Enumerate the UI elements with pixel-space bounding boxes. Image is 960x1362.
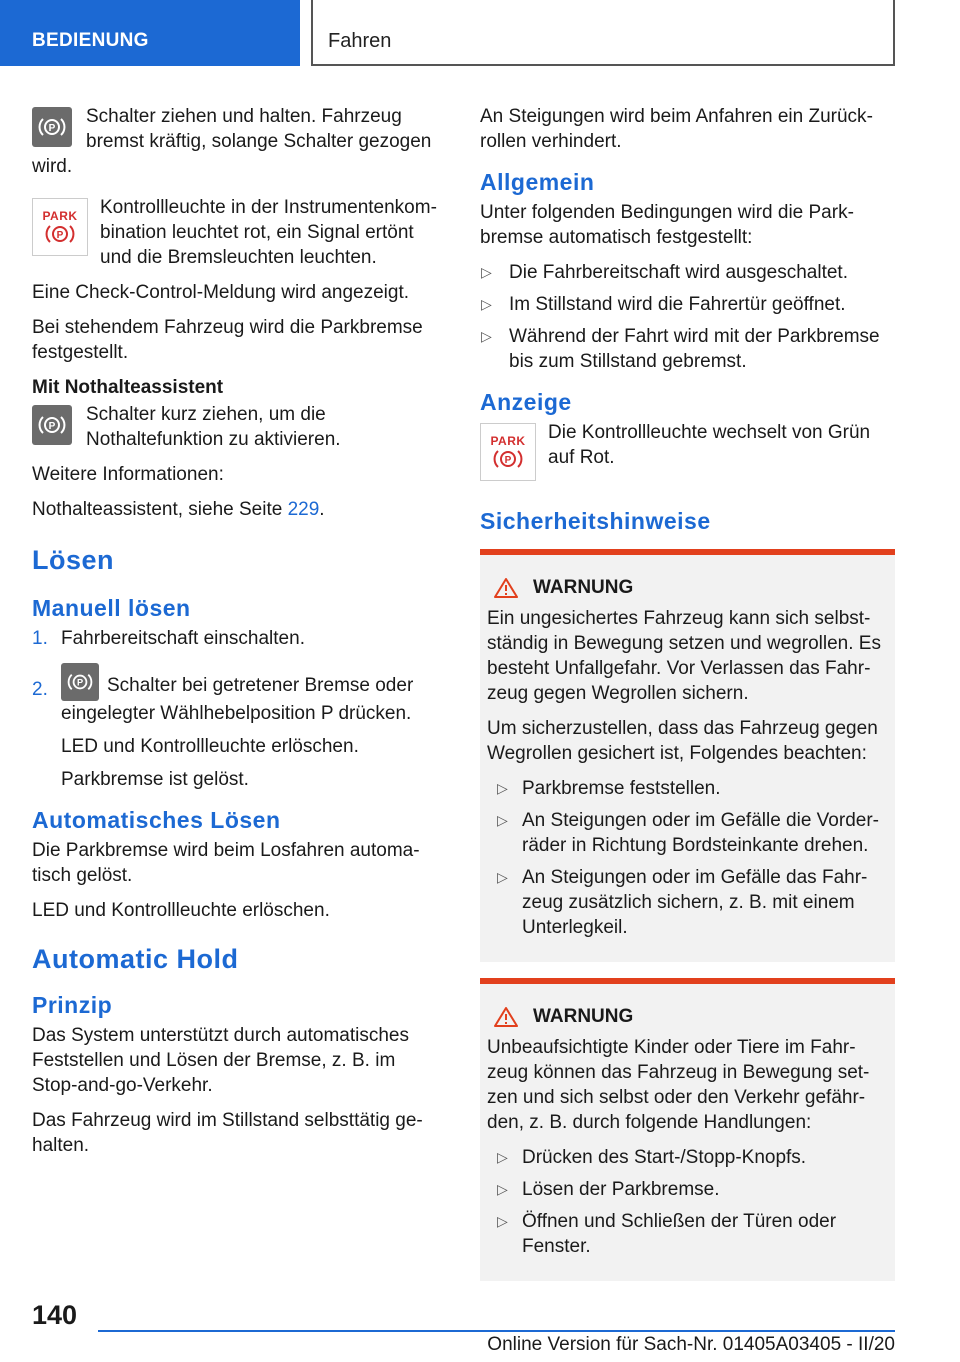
warning-title: WARNUNG	[487, 1004, 888, 1029]
pull-switch-text: Schalter ziehen und halten. Fahrzeug bremst kräftig, solange Schalter gezogen wird.	[32, 106, 432, 177]
warning-box	[480, 549, 895, 962]
section-title: BEDIENUNG	[0, 0, 300, 66]
warning-list	[487, 776, 888, 940]
list-item: ▷ Die Fahrbereitschaft wird ausgeschaltet.	[481, 262, 848, 283]
park-warning-icon: PARK P	[32, 198, 88, 256]
page-reference-link[interactable]: 229	[287, 499, 320, 520]
list-item: ▷ Drücken des Start-/Stopp-Knopfs.	[497, 1147, 807, 1168]
bullet-icon: ▷	[497, 1181, 508, 1197]
allgemein-heading: Allgemein	[480, 169, 595, 195]
steps-list	[32, 626, 442, 792]
svg-text:P: P	[76, 677, 84, 688]
left-column	[32, 104, 442, 1168]
warning-title: WARNUNG	[487, 575, 888, 600]
nothalte-paragraph	[32, 402, 442, 452]
bullet-icon: ▷	[497, 1213, 508, 1229]
indicator-text: Kontrollleuchte in der Instrumentenkombination leuchtet rot, ein Signal ertönt und die Bremsleuchten leuchten.	[100, 197, 437, 268]
auto-loesen-led-text: LED und Kontrollleuchte erlöschen.	[32, 900, 330, 921]
standing-text: Bei stehendem Fahrzeug wird die Parkbremse festgestellt.	[32, 317, 423, 363]
nothalte-text: Schalter kurz ziehen, um die Nothaltefunktion zu aktivieren.	[86, 404, 341, 450]
bullet-icon: ▷	[497, 780, 508, 796]
warning-list	[487, 1145, 888, 1259]
warning-text: Unbeaufsichtigte Kinder oder Tiere im Fahrzeug können das Fahrzeug in Bewegung setzen und sich selbst oder den Verkehr gefährden, z. B. durch folgende Handlungen:	[487, 1037, 870, 1133]
prinzip-hold-text: Das Fahrzeug wird im Stillstand selbsttätig gehalten.	[32, 1110, 423, 1156]
bullet-icon: ▷	[481, 328, 492, 344]
warning-triangle-icon	[493, 577, 519, 599]
bullet-icon: ▷	[497, 812, 508, 828]
parking-brake-icon	[61, 663, 99, 701]
warning-text: Um sicherzustellen, dass das Fahrzeug gegen Wegrollen gesichert ist, Folgendes beachten:	[487, 718, 878, 764]
list-item: 1. Fahrbereitschaft einschalten.	[32, 628, 305, 649]
pull-switch-paragraph	[32, 104, 442, 179]
footer-version-text: Online Version für Sach-Nr. 01405A03405 - II/20	[487, 1334, 895, 1355]
more-info-text: Weitere Informationen:	[32, 464, 224, 485]
anzeige-text: Die Kontrollleuchte wechselt von Grün auf Rot.	[548, 422, 871, 468]
anzeige-heading: Anzeige	[480, 389, 572, 415]
step-note: LED und Kontrollleuchte erlöschen.	[61, 736, 359, 757]
bullet-icon: ▷	[481, 296, 492, 312]
anzeige-paragraph	[480, 420, 895, 485]
indicator-paragraph	[32, 195, 442, 270]
auto-loesen-text: Die Parkbremse wird beim Losfahren automatisch gelöst.	[32, 840, 420, 886]
automatic-hold-heading: Automatic Hold	[32, 944, 239, 974]
svg-text:P: P	[48, 123, 56, 134]
prinzip-heading: Prinzip	[32, 992, 113, 1018]
parking-brake-icon	[32, 405, 72, 445]
step-note: Parkbremse ist gelöst.	[61, 769, 249, 790]
warning-triangle-icon	[493, 1006, 519, 1028]
svg-text:P: P	[48, 421, 56, 432]
check-control-text: Eine Check-Control-Meldung wird angezeigt.	[32, 282, 410, 303]
svg-text:P: P	[504, 454, 512, 466]
right-column	[480, 104, 895, 1281]
list-item: ▷ Während der Fahrt wird mit der Parkbremse bis zum Stillstand gebremst.	[481, 326, 880, 372]
auto-loesen-heading: Automatisches Lösen	[32, 807, 281, 833]
manuell-heading: Manuell lösen	[32, 595, 191, 621]
sicherheit-heading: Sicherheitshinweise	[480, 508, 711, 534]
list-item: 2. P Schalter bei getretener Bremse oder eingelegter Wählhebelposition P drücken. LED und Kontrollleuchte erlöschen. Parkbremse ist gelöst.	[32, 663, 442, 792]
allgemein-text: Unter folgenden Bedingungen wird die Parkbremse automatisch festgestellt:	[480, 202, 854, 248]
list-item: ▷ An Steigungen oder im Gefälle das Fahrzeug zusätzlich sichern, z. B. mit einem Unterlegkeil.	[497, 867, 868, 938]
slope-text: An Steigungen wird beim Anfahren ein Zurückrollen verhindert.	[480, 106, 873, 152]
allgemein-list	[480, 260, 895, 374]
reference-paragraph: Nothalteassistent, siehe Seite 229.	[32, 499, 325, 520]
page-header	[0, 0, 960, 66]
loesen-heading: Lösen	[32, 545, 115, 575]
list-item: ▷ Parkbremse feststellen.	[497, 778, 721, 799]
list-item: ▷ An Steigungen oder im Gefälle die Vorderräder in Richtung Bordsteinkante drehen.	[497, 810, 879, 856]
prinzip-text: Das System unterstützt durch automatisches Feststellen und Lösen der Bremse, z. B. im Stop-and-go-Verkehr.	[32, 1025, 409, 1096]
nothalte-heading: Mit Nothalteassistent	[32, 377, 224, 398]
footer-divider	[98, 1330, 895, 1332]
parking-brake-icon	[32, 107, 72, 147]
list-item: ▷ Öffnen und Schließen der Türen oder Fenster.	[497, 1211, 837, 1257]
chapter-title: Fahren	[311, 0, 895, 66]
warning-box	[480, 978, 895, 1281]
list-item: ▷ Lösen der Parkbremse.	[497, 1179, 720, 1200]
warning-text: Ein ungesichertes Fahrzeug kann sich selbstständig in Bewegung setzen und wegrollen. Es besteht Unfallgefahr. Vor Verlassen das Fahrzeug gegen Wegrollen sichern.	[487, 608, 881, 704]
svg-text:P: P	[56, 229, 64, 241]
list-item: ▷ Im Stillstand wird die Fahrertür geöffnet.	[481, 294, 846, 315]
bullet-icon: ▷	[497, 1149, 508, 1165]
bullet-icon: ▷	[481, 264, 492, 280]
park-warning-icon: PARK P	[480, 423, 536, 481]
bullet-icon: ▷	[497, 869, 508, 885]
page-number: 140	[32, 1300, 78, 1330]
